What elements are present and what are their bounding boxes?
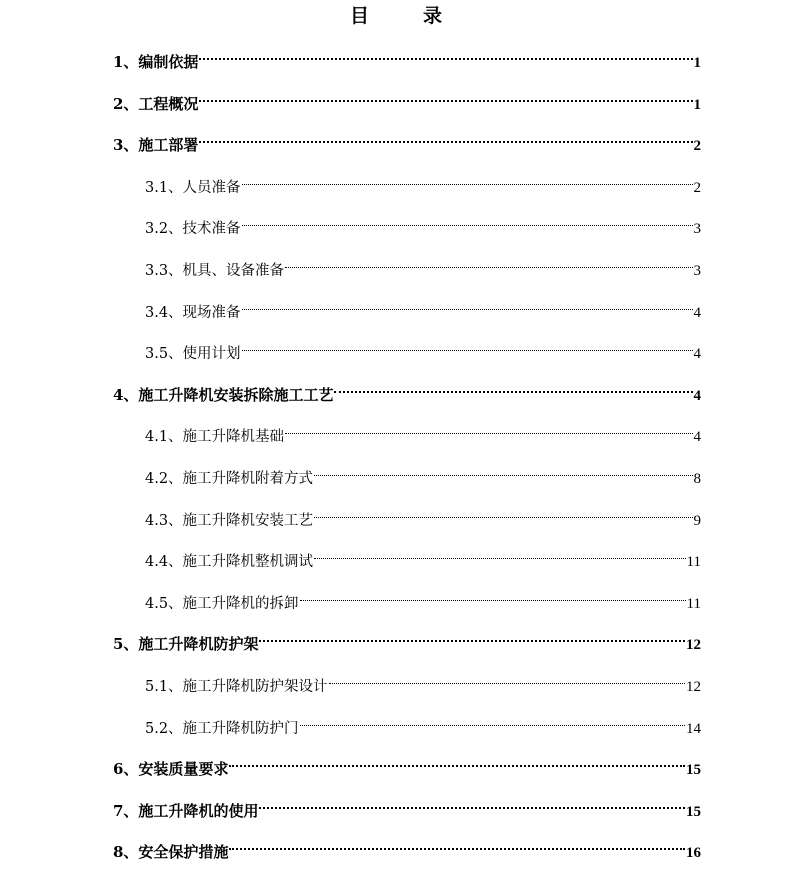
toc-entry-page-number: 12 [686, 679, 701, 695]
toc-entry-label: 5.1、施工升降机防护架设计 [145, 679, 328, 695]
toc-entry-chapter[interactable] [113, 790, 701, 820]
toc-dot-leader [242, 166, 693, 192]
toc-entry-section[interactable] [145, 415, 701, 446]
toc-entry-chapter[interactable] [113, 124, 701, 155]
toc-entry-page-number: 15 [686, 803, 701, 820]
toc-entry-label: 5.2、施工升降机防护门 [145, 720, 299, 737]
page-title-left: 目 [349, 5, 371, 27]
toc-entry-page-number: 16 [686, 845, 701, 862]
toc-entry-label: 3.2、技术准备 [145, 221, 241, 238]
toc-entry-label: 2、工程概况 [113, 94, 199, 113]
toc-entry-section[interactable] [145, 457, 701, 487]
toc-dot-leader [314, 499, 692, 525]
toc-dot-leader [242, 291, 693, 317]
toc-entry-chapter[interactable] [113, 831, 701, 862]
toc-entry-page-number: 11 [686, 595, 701, 612]
toc-entry-label: 4.5、施工升降机的拆卸 [145, 595, 299, 612]
toc-entry-page-number: 14 [686, 720, 701, 737]
toc-entry-label: 6、安装质量要求 [113, 760, 229, 779]
toc-entry-label: 3.3、机具、设备准备 [145, 263, 285, 279]
toc-entry-page-number: 11 [686, 554, 701, 571]
toc-dot-leader [199, 41, 692, 67]
toc-entry-page-number: 4 [693, 387, 701, 404]
toc-entry-section[interactable] [145, 499, 701, 529]
toc-entry-section[interactable] [145, 291, 701, 321]
toc-entry-chapter[interactable] [113, 41, 701, 71]
toc-entry-label: 4.1、施工升降机基础 [145, 429, 285, 446]
toc-dot-leader [259, 790, 685, 816]
toc-dot-leader [314, 540, 685, 566]
toc-entry-page-number: 3 [693, 221, 701, 238]
toc-entry-page-number: 1 [693, 55, 701, 71]
toc-dot-leader [300, 707, 685, 733]
toc-entry-chapter[interactable] [113, 374, 701, 404]
toc-entry-section[interactable] [145, 166, 701, 196]
toc-dot-leader [242, 207, 693, 233]
page-title-right: 录 [423, 5, 445, 27]
toc-dot-leader [300, 582, 686, 608]
toc-entry-label: 4.2、施工升降机附着方式 [145, 471, 314, 487]
toc-entry-label: 8、安全保护措施 [113, 843, 229, 862]
toc-entry-chapter[interactable] [113, 623, 701, 654]
toc-entry-label: 4.3、施工升降机安装工艺 [145, 512, 314, 529]
toc-entry-page-number: 4 [693, 304, 701, 321]
toc-entry-page-number: 8 [693, 471, 701, 487]
toc-dot-leader [199, 124, 692, 150]
toc-entry-page-number: 2 [693, 138, 701, 155]
toc-entry-page-number: 3 [693, 263, 701, 279]
toc-entry-section[interactable] [145, 207, 701, 238]
toc-entry-section[interactable] [145, 249, 701, 279]
toc-dot-leader [334, 374, 692, 400]
toc-dot-leader [199, 83, 692, 109]
toc-entry-page-number: 9 [693, 512, 701, 529]
toc-entry-label: 3、施工部署 [113, 136, 199, 155]
toc-dot-leader [242, 332, 693, 358]
toc-entry-label: 3.5、使用计划 [145, 346, 241, 363]
toc-entry-section[interactable] [145, 582, 701, 612]
toc-entry-page-number: 12 [686, 637, 701, 654]
toc-entry-label: 3.1、人员准备 [145, 179, 241, 196]
toc-entry-section[interactable] [145, 707, 701, 737]
toc-entry-page-number: 1 [693, 96, 701, 113]
toc-entry-label: 4、施工升降机安装拆除施工工艺 [113, 385, 334, 404]
toc-dot-leader [259, 623, 685, 649]
toc-dot-leader [229, 831, 685, 857]
toc-entry-label: 7、施工升降机的使用 [113, 801, 259, 820]
toc-entry-chapter[interactable] [113, 748, 701, 779]
toc-entry-page-number: 4 [693, 429, 701, 446]
toc-entry-page-number: 15 [686, 762, 701, 779]
toc-dot-leader [285, 415, 692, 441]
toc-entry-page-number: 2 [693, 179, 701, 196]
toc-entry-page-number: 4 [693, 346, 701, 363]
page-title [0, 2, 794, 30]
toc-entry-section[interactable] [145, 332, 701, 363]
toc-entry-label: 3.4、现场准备 [145, 304, 241, 321]
toc-dot-leader [329, 665, 685, 691]
toc-dot-leader [229, 748, 685, 774]
toc-dot-leader [314, 457, 692, 483]
toc-entry-label: 4.4、施工升降机整机调试 [145, 554, 314, 571]
toc-entry-label: 1、编制依据 [113, 53, 199, 71]
toc-entry-chapter[interactable] [113, 83, 701, 113]
toc-entry-label: 5、施工升降机防护架 [113, 635, 259, 654]
toc-dot-leader [285, 249, 692, 275]
toc-entry-section[interactable] [145, 665, 701, 695]
toc-entry-section[interactable] [145, 540, 701, 571]
